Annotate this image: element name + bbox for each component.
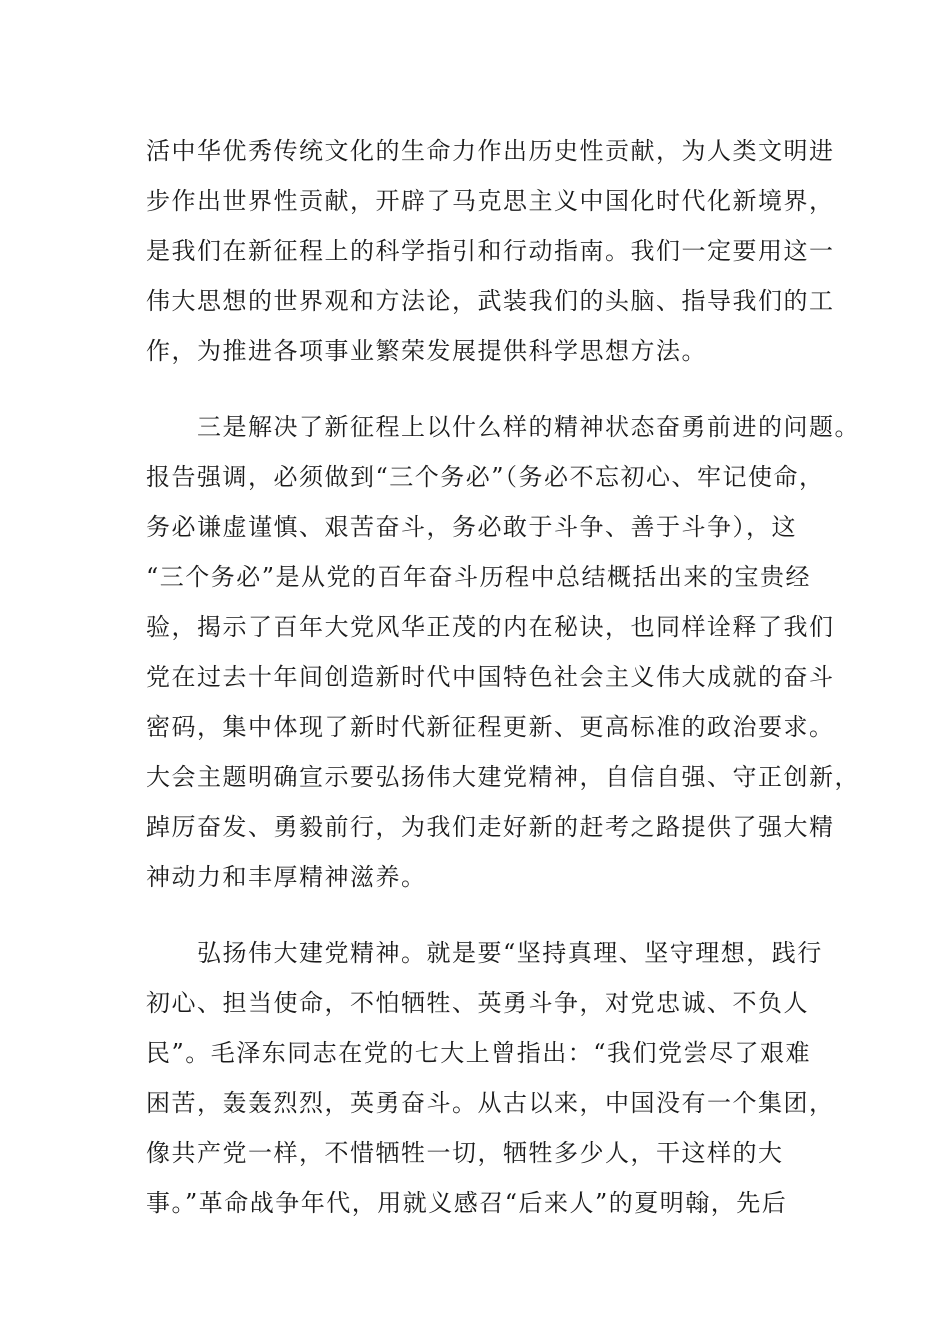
text-line: 务必谦虚谨慎、艰苦奋斗，务必敢于斗争、善于斗争），这: [146, 513, 797, 541]
text-line: 神动力和丰厚精神滋养。: [146, 863, 427, 891]
text-line: 踔厉奋发、勇毅前行，为我们走好新的赶考之路提供了强大精: [146, 813, 835, 841]
text-line: 密码，集中体现了新时代新征程更新、更高标准的政治要求。: [146, 713, 835, 741]
text-line: 困苦，轰轰烈烈，英勇奋斗。从古以来，中国没有一个集团，: [146, 1089, 835, 1117]
paragraph-1: [146, 126, 835, 376]
text-line: 民”。毛泽东同志在党的七大上曾指出：“我们党尝尽了艰难: [146, 1039, 812, 1067]
text-line: “三个务必”是从党的百年奋斗历程中总结概括出来的宝贵经: [146, 563, 812, 591]
text-line: 伟大思想的世界观和方法论，武装我们的头脑、指导我们的工: [146, 287, 835, 315]
text-line: 事。”革命战争年代，用就义感召“后来人”的夏明翰，先后: [146, 1189, 788, 1217]
text-line: 步作出世界性贡献，开辟了马克思主义中国化时代化新境界，: [146, 187, 835, 215]
text-line: 像共产党一样，不惜牺牲一切，牺牲多少人，干这样的大: [146, 1139, 784, 1167]
text-line: 是我们在新征程上的科学指引和行动指南。我们一定要用这一: [146, 237, 835, 265]
text-line: 党在过去十年间创造新时代中国特色社会主义伟大成就的奋斗: [146, 663, 835, 691]
text-line: 活中华优秀传统文化的生命力作出历史性贡献，为人类文明进: [146, 137, 835, 165]
text-line: 作，为推进各项事业繁荣发展提供科学思想方法。: [146, 337, 707, 365]
text-line: 报告强调，必须做到“三个务必”（务必不忘初心、牢记使命，: [146, 463, 825, 491]
text-line: 三是解决了新征程上以什么样的精神状态奋勇前进的问题。: [146, 413, 860, 441]
text-line: 弘扬伟大建党精神。就是要“坚持真理、坚守理想，践行: [146, 939, 823, 967]
text-line: 初心、担当使命，不怕牺牲、英勇斗争，对党忠诚、不负人: [146, 989, 809, 1017]
paragraph-2: [146, 402, 860, 902]
text-line: 大会主题明确宣示要弘扬伟大建党精神，自信自强、守正创新，: [146, 763, 860, 791]
paragraph-3: [146, 928, 835, 1228]
text-line: 验，揭示了百年大党风华正茂的内在秘诀，也同样诠释了我们: [146, 613, 835, 641]
document-body: [146, 126, 860, 1254]
